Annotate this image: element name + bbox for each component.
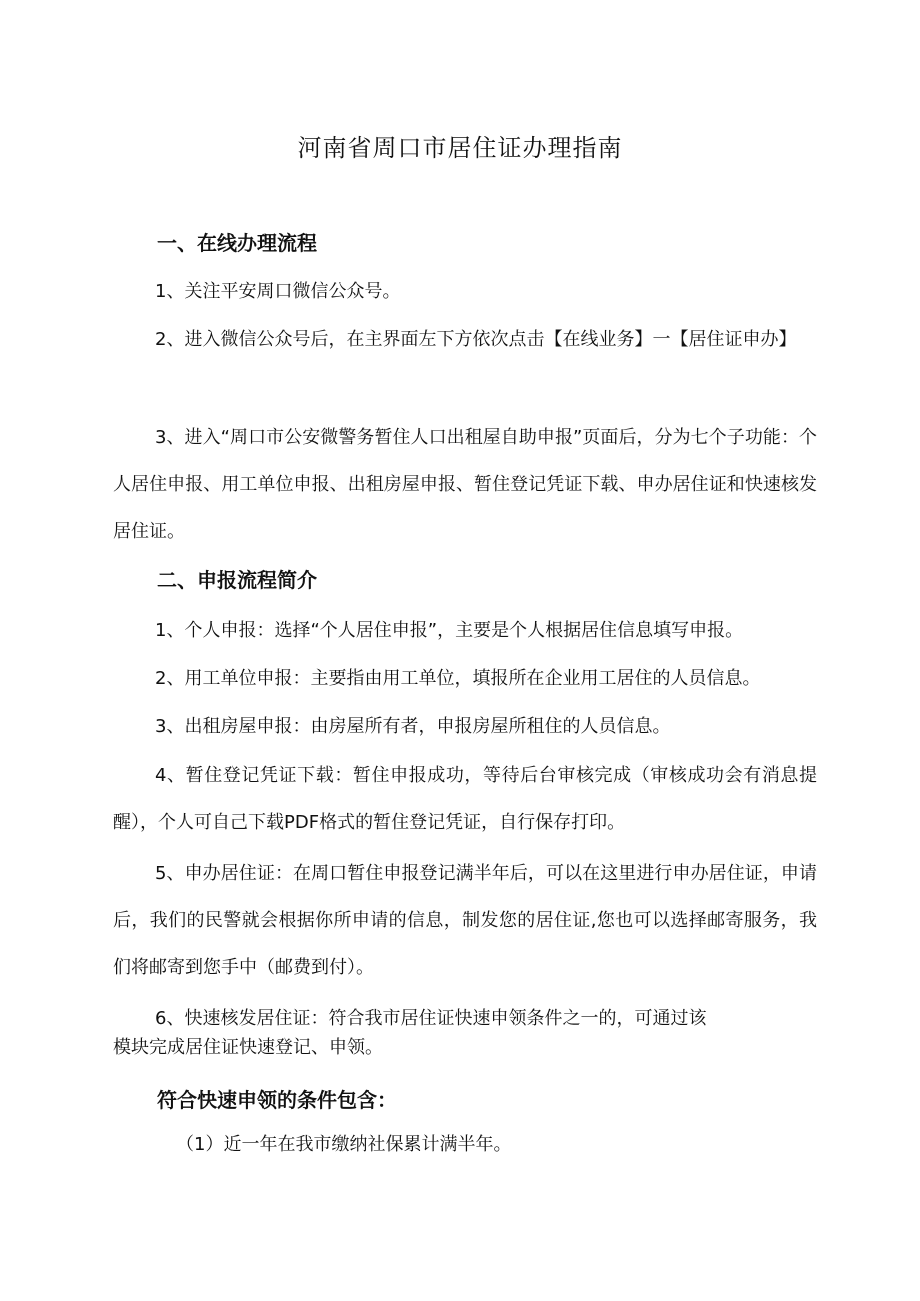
page-title: 河南省周口市居住证办理指南 xyxy=(297,134,623,162)
conditions-heading: 符合快速申领的条件包含： xyxy=(157,1088,397,1112)
paragraph: 6、快速核发居住证：符合我市居住证快速申领条件之一的，可通过该 xyxy=(155,1008,707,1029)
section-heading-online-process: 一、在线办理流程 xyxy=(157,231,317,255)
paragraph: 2、用工单位申报：主要指由用工单位，填报所在企业用工居住的人员信息。 xyxy=(155,668,761,689)
paragraph: 3、进入“周口市公安微警务暂住人口出租屋自助申报”页面后，分为七个子功能：个人居住申报、用工单位申报、出租房屋申报、暂住登记凭证下载、申办居住证和快速核发居住证。 xyxy=(113,427,817,542)
paragraph-continuation: 模块完成居住证快速登记、申领。 xyxy=(113,1037,383,1058)
paragraph: 3、出租房屋申报：由房屋所有者，申报房屋所租住的人员信息。 xyxy=(155,716,671,737)
section-heading-report-process: 二、申报流程简介 xyxy=(157,568,317,592)
condition-item: （1）近一年在我市缴纳社保累计满半年。 xyxy=(176,1134,512,1155)
paragraph: 5、申办居住证：在周口暂住申报登记满半年后，可以在这里进行申办居住证，申请后，我们的民警就会根据你所申请的信息，制发您的居住证,您也可以选择邮寄服务，我们将邮寄到您手中（邮费到付）。 xyxy=(113,863,817,978)
paragraph: 1、个人申报：选择“个人居住申报”，主要是个人根据居住信息填写申报。 xyxy=(155,620,744,641)
paragraph: 4、暂住登记凭证下载：暂住申报成功，等待后台审核完成（审核成功会有消息提醒），个人可自己下载PDF格式的暂住登记凭证，自行保存打印。 xyxy=(113,765,817,833)
paragraph: 2、进入微信公众号后，在主界面左下方依次点击【在线业务】一【居住证申办】 xyxy=(155,329,797,350)
paragraph: 1、关注平安周口微信公众号。 xyxy=(155,281,401,302)
